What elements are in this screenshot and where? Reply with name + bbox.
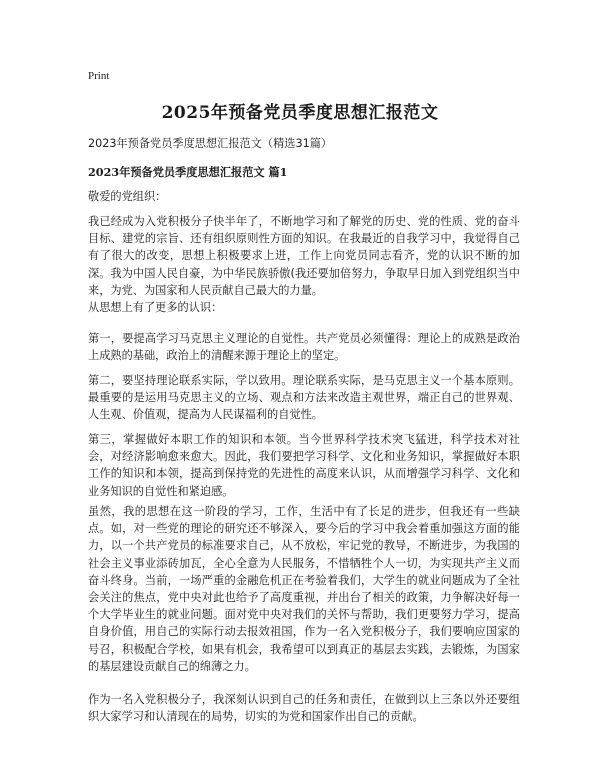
salutation: 敬爱的党组织：	[88, 190, 167, 203]
paragraph-lead: 从思想上有了更多的认识：	[88, 301, 223, 314]
section-heading: 2023年预备党员季度思想汇报范文 篇1	[88, 165, 288, 179]
document-subtitle: 2023年预备党员季度思想汇报范文（精选31篇）	[88, 137, 333, 150]
paragraph-intro: 我已经成为入党积极分子快半年了，不断地学习和了解党的历史、党的性质、党的奋斗目标、建党的宗旨、还有组织原则性方面的知识。在我最近的自我学习中，我觉得自己有了很大的改变，思想上积极要求上进，工作上向党员同志看齐，党的认识不断的加深。我为中国人民自豪，为中华民族骄傲(我还要加倍努力，争取早日加入到党组织当中来，为党、为国家和人民贡献自己最大的力量。	[88, 215, 520, 297]
paragraph-reflection: 虽然，我的思想在这一阶段的学习，工作，生活中有了长足的进步，但我还有一些缺点。如，对一些党的理论的研究还不够深入，要今后的学习中我会着重加强这方面的能力，以一个共产党员的标准要求自己，从不放松，牢记党的教导，不断进步，为我国的社会主义事业添砖加瓦，全心全意为人民服务，不惜牺牲个人一切，为实现共产主义而奋斗终身。当前，一场严重的金融危机正在考验着我们，大学生的就业问题成为了全社会关注的焦点，党中央对此也给予了高度重视，并出台了相关的政策，力争解决好每一个大学毕业生的就业问题。面对党中央对我们的关怀与帮助，我们更要努力学习，提高自身价值，用自己的实际行动去报效祖国，作为一名入党积极分子，我们要响应国家的号召，积极配合学校，如果有机会，我希望可以到真正的基层去实践，去锻炼，为国家的基层建设贡献自己的绵薄之力。	[88, 505, 520, 673]
paragraph-point-2: 第二，要坚持理论联系实际，学以致用。理论联系实际，是马克思主义一个基本原则。最重要的是运用马克思主义的立场、观点和方法来改造主观世界，端正自己的世界观、人生观、价值观，提高为人民谋福利的自觉性。	[88, 374, 520, 422]
paragraph-conclusion: 作为一名入党积极分子，我深刻认识到自己的任务和责任，在做到以上三条以外还要组织大家学习和认清现在的局势，切实的为党和国家作出自己的贡献。	[88, 693, 520, 724]
paragraph-point-3: 第三，掌握做好本职工作的知识和本领。当今世界科学技术突飞猛进，科学技术对社会，对经济影响愈来愈大。因此，我们要把学习科学、文化和业务知识，掌握做好本职工作的知识和本领，提高到保持党的先进性的高度来认识，从而增强学习科学、文化和业务知识的自觉性和紧迫感。	[88, 433, 520, 498]
page-title: 2025年预备党员季度思想汇报范文	[161, 103, 439, 123]
paragraph-point-1: 第一，要提高学习马克思主义理论的自觉性。共产党员必须懂得：理论上的成熟是政治上成熟的基础，政治上的清醒来源于理论上的坚定。	[88, 332, 520, 363]
print-link[interactable]: Print	[88, 70, 110, 82]
